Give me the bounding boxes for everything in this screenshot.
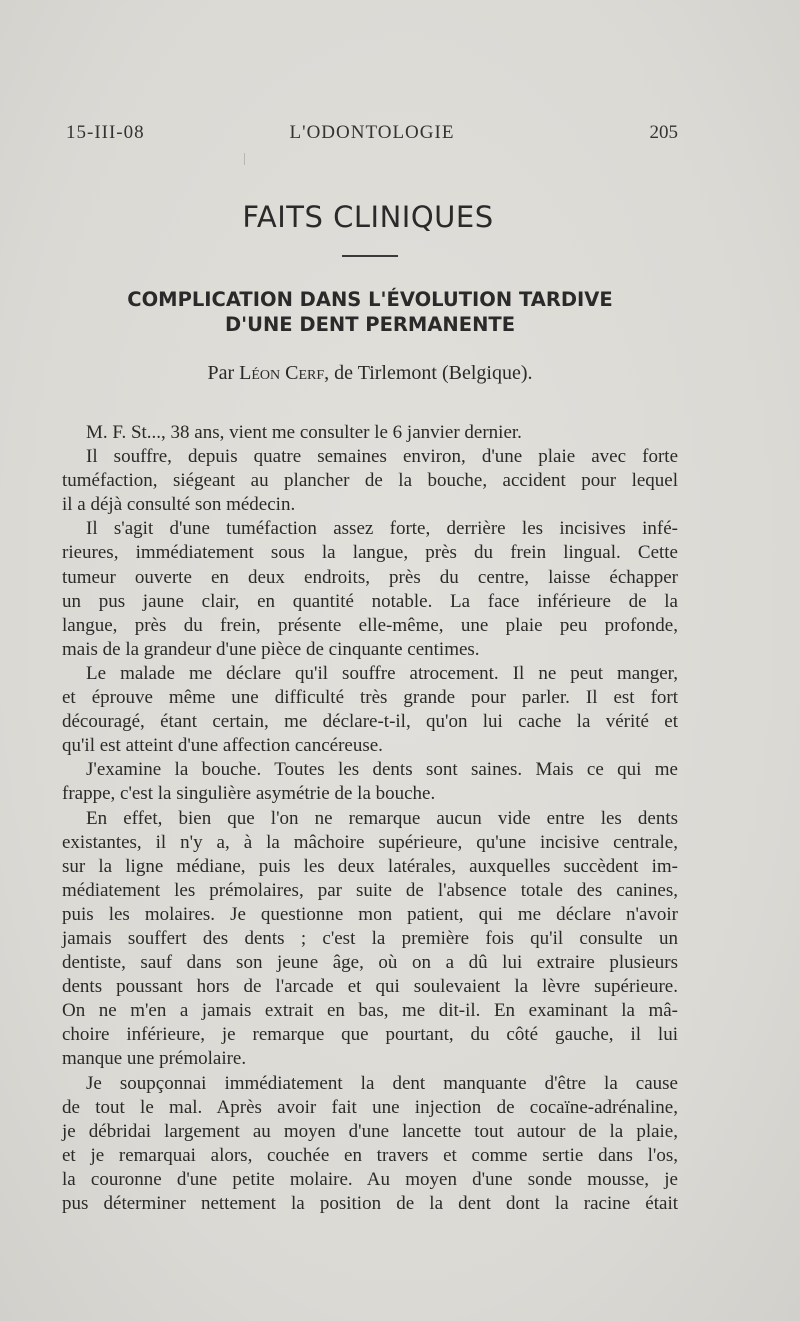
section-title: FAITS CLINIQUES bbox=[242, 200, 494, 234]
running-head bbox=[66, 122, 678, 148]
text-line: sur la ligne médiane, puis les deux latérales, auxquelles succèdent im- bbox=[62, 855, 678, 877]
text-line: langue, près du frein, présente elle-même, une plaie peu profonde, bbox=[62, 614, 678, 636]
text-line: jamais souffert des dents ; c'est la première fois qu'il consulte un bbox=[62, 927, 678, 949]
author-last-name: Cerf bbox=[285, 362, 325, 384]
article-title bbox=[60, 287, 680, 337]
text-line: un pus jaune clair, en quantité notable. La face inférieure de la bbox=[62, 590, 678, 612]
text-line: Je soupçonnai immédiatement la dent manquante d'être la cause bbox=[86, 1072, 678, 1094]
text-line: En effet, bien que l'on ne remarque aucun vide entre les dents bbox=[86, 807, 678, 829]
print-mark bbox=[244, 153, 245, 165]
text-line: qu'il est atteint d'une affection cancéreuse. bbox=[62, 735, 383, 757]
text-line: je débridai largement au moyen d'une lancette tout autour de la plaie, bbox=[62, 1120, 678, 1142]
text-line: tumeur ouverte en deux endroits, près du centre, laisse échapper bbox=[62, 566, 678, 588]
text-line: On ne m'en a jamais extrait en bas, me dit-il. En examinant la mâ- bbox=[62, 1000, 678, 1022]
text-line: découragé, étant certain, me déclare-t-il, qu'on lui cache la vérité et bbox=[62, 711, 678, 733]
article-title-line: D'UNE DENT PERMANENTE bbox=[224, 313, 516, 336]
article-body bbox=[62, 421, 678, 1216]
text-line: puis les molaires. Je questionne mon patient, qui me déclare n'avoir bbox=[62, 903, 678, 925]
byline bbox=[60, 362, 680, 385]
text-line: existantes, il n'y a, à la mâchoire supérieure, qu'une incisive centrale, bbox=[62, 831, 678, 853]
text-line: manque une prémolaire. bbox=[62, 1048, 247, 1070]
text-line: et je remarquai alors, couchée en travers et comme sertie dans l'os, bbox=[62, 1144, 678, 1166]
text-line: frappe, c'est la singulière asymétrie de la bouche. bbox=[62, 783, 436, 805]
text-line: Il s'agit d'une tuméfaction assez forte, derrière les incisives infé- bbox=[86, 518, 678, 540]
text-line: M. F. St..., 38 ans, vient me consulter le 6 janvier dernier. bbox=[86, 422, 522, 443]
text-line: choire inférieure, je remarque que pourtant, du côté gauche, il lui bbox=[62, 1024, 678, 1046]
byline-prefix: Par bbox=[207, 362, 235, 384]
text-line: pus déterminer nettement la position de la dent dont la racine était bbox=[62, 1193, 678, 1214]
author-first-name: Léon bbox=[239, 362, 281, 384]
journal-name: L'ODONTOLOGIE bbox=[289, 122, 455, 143]
page-number: 205 bbox=[649, 122, 678, 143]
text-line: médiatement les prémolaires, par suite de l'absence totale des canines, bbox=[62, 879, 678, 901]
text-line: mais de la grandeur d'une pièce de cinquante centimes. bbox=[62, 638, 480, 660]
text-line: et éprouve même une difficulté très grande pour parler. Il est fort bbox=[62, 687, 678, 709]
byline-location: , de Tirlemont (Belgique). bbox=[324, 362, 533, 384]
text-line: tuméfaction, siégeant au plancher de la bouche, accident pour lequel bbox=[62, 470, 678, 492]
text-line: de tout le mal. Après avoir fait une injection de cocaïne-adrénaline, bbox=[62, 1096, 678, 1118]
text-line: la couronne d'une petite molaire. Au moyen d'une sonde mousse, je bbox=[62, 1168, 678, 1190]
issue-date: 15-III-08 bbox=[66, 122, 145, 143]
text-line: dents poussant hors de l'arcade et qui soulevaient la lèvre supérieure. bbox=[62, 976, 678, 998]
text-line: Le malade me déclare qu'il souffre atrocement. Il ne peut manger, bbox=[86, 662, 678, 684]
text-line: J'examine la bouche. Toutes les dents sont saines. Mais ce qui me bbox=[86, 759, 678, 781]
text-line: il a déjà consulté son médecin. bbox=[62, 494, 296, 516]
text-line: dentiste, sauf dans son jeune âge, où on a dû lui extraire plusieurs bbox=[62, 952, 678, 974]
article-title-line: COMPLICATION DANS L'ÉVOLUTION TARDIVE bbox=[127, 288, 613, 311]
text-line: rieures, immédiatement sous la langue, près du frein lingual. Cette bbox=[62, 542, 678, 564]
title-rule bbox=[342, 255, 398, 257]
text-line: Il souffre, depuis quatre semaines environ, d'une plaie avec forte bbox=[86, 446, 678, 468]
